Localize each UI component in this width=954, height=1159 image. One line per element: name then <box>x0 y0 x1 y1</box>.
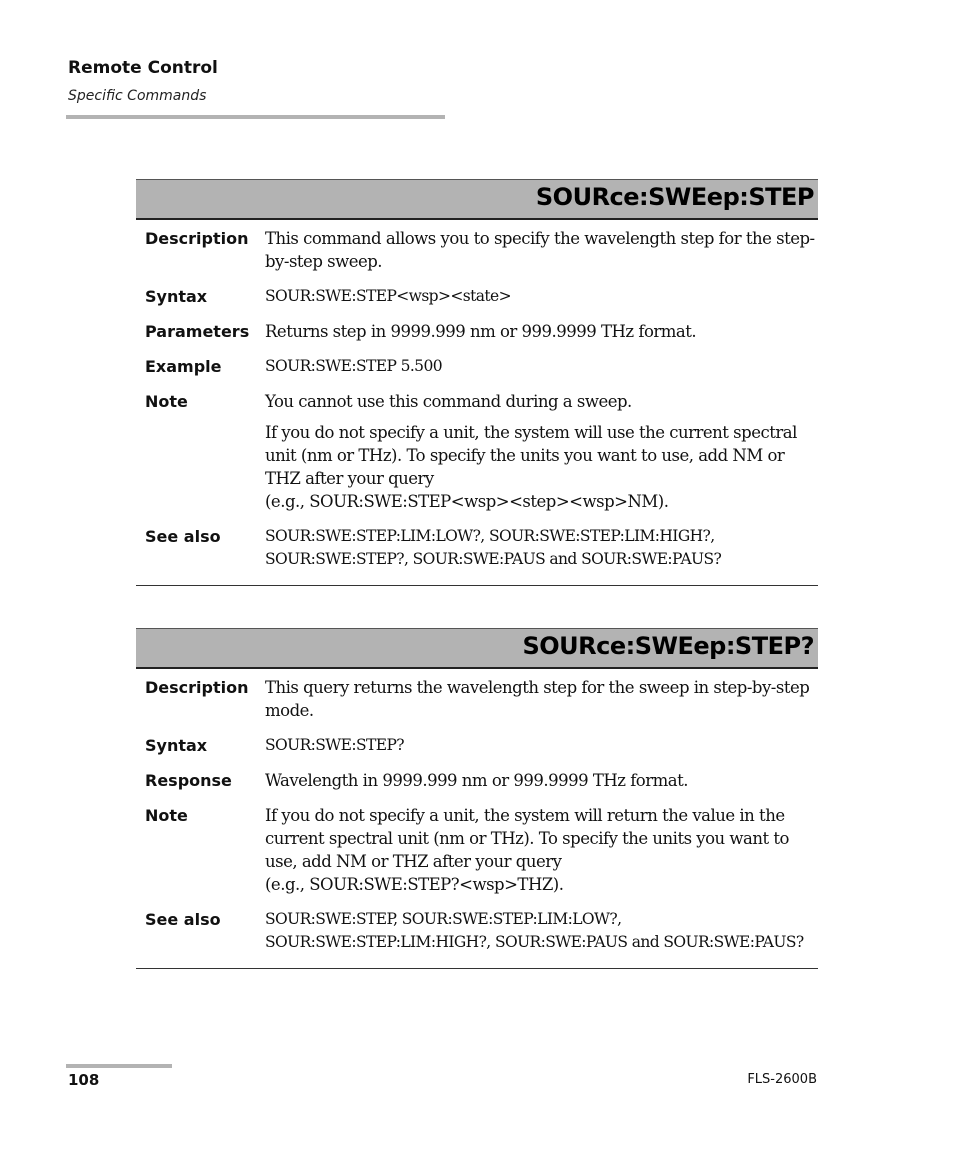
command-block-sweep-step-query <box>136 628 818 969</box>
row-value: If you do not specify a unit, the system will return the value in the current spectral unit (nm or THz). To specify the units you want to use, add NM or THZ after your query (e.g., SOUR:SWE:STEP?<wsp>THZ). <box>265 806 789 894</box>
row-value: Wavelength in 9999.999 nm or 999.9999 THz format. <box>265 771 688 790</box>
row-value: Returns step in 9999.999 nm or 999.9999 THz format. <box>265 322 697 341</box>
see-also-row <box>136 525 818 571</box>
see-also-row <box>136 908 818 954</box>
command-title-bar <box>136 179 818 220</box>
note-row <box>136 804 818 896</box>
product-model: FLS-2600B <box>747 1072 817 1087</box>
row-label: Syntax <box>145 287 208 306</box>
row-label: Note <box>145 392 188 411</box>
row-label: Syntax <box>145 736 208 755</box>
row-label: Description <box>145 678 249 697</box>
row-value: SOUR:SWE:STEP 5.500 <box>265 357 442 375</box>
row-value: SOUR:SWE:STEP, SOUR:SWE:STEP:LIM:LOW?, SOUR:SWE:STEP:LIM:HIGH?, SOUR:SWE:PAUS and SOUR:SWE:PAUS? <box>265 910 804 951</box>
syntax-row <box>136 734 818 757</box>
row-label: See also <box>145 527 221 546</box>
row-value: SOUR:SWE:STEP<wsp><state> <box>265 287 511 305</box>
row-label: See also <box>145 910 221 929</box>
note-row <box>136 390 818 513</box>
syntax-row <box>136 285 818 308</box>
description-row <box>136 227 818 273</box>
header-rule <box>66 115 445 119</box>
row-value: This query returns the wavelength step for the sweep in step-by-step mode. <box>265 678 810 720</box>
row-label: Description <box>145 229 249 248</box>
command-title: SOURce:SWEep:STEP <box>535 183 814 211</box>
row-label: Response <box>145 771 232 790</box>
page-number: 108 <box>68 1071 100 1089</box>
row-label: Note <box>145 806 188 825</box>
command-title-bar <box>136 628 818 669</box>
section-subtitle: Specific Commands <box>68 88 207 104</box>
example-row <box>136 355 818 378</box>
row-value: SOUR:SWE:STEP? <box>265 736 404 754</box>
response-row <box>136 769 818 792</box>
command-details <box>136 220 818 586</box>
parameters-row <box>136 320 818 343</box>
row-value: SOUR:SWE:STEP:LIM:LOW?, SOUR:SWE:STEP:LIM:HIGH?, SOUR:SWE:STEP?, SOUR:SWE:PAUS and SOUR:SWE:PAUS? <box>265 527 722 568</box>
command-title: SOURce:SWEep:STEP? <box>522 632 814 660</box>
command-details <box>136 669 818 969</box>
footer-rule <box>66 1064 172 1068</box>
chapter-title: Remote Control <box>68 58 218 78</box>
command-block-sweep-step <box>136 179 818 586</box>
row-label: Example <box>145 357 222 376</box>
row-label: Parameters <box>145 322 250 341</box>
row-value: You cannot use this command during a sweep. If you do not specify a unit, the system will use the current spectral unit (nm or THz). To specify the units you want to use, add NM or THZ after your query (e.g., SOUR:SWE:STEP<wsp><step><wsp>NM). <box>265 392 797 511</box>
row-value: This command allows you to specify the wavelength step for the step-by-step sweep. <box>265 229 815 271</box>
description-row <box>136 676 818 722</box>
